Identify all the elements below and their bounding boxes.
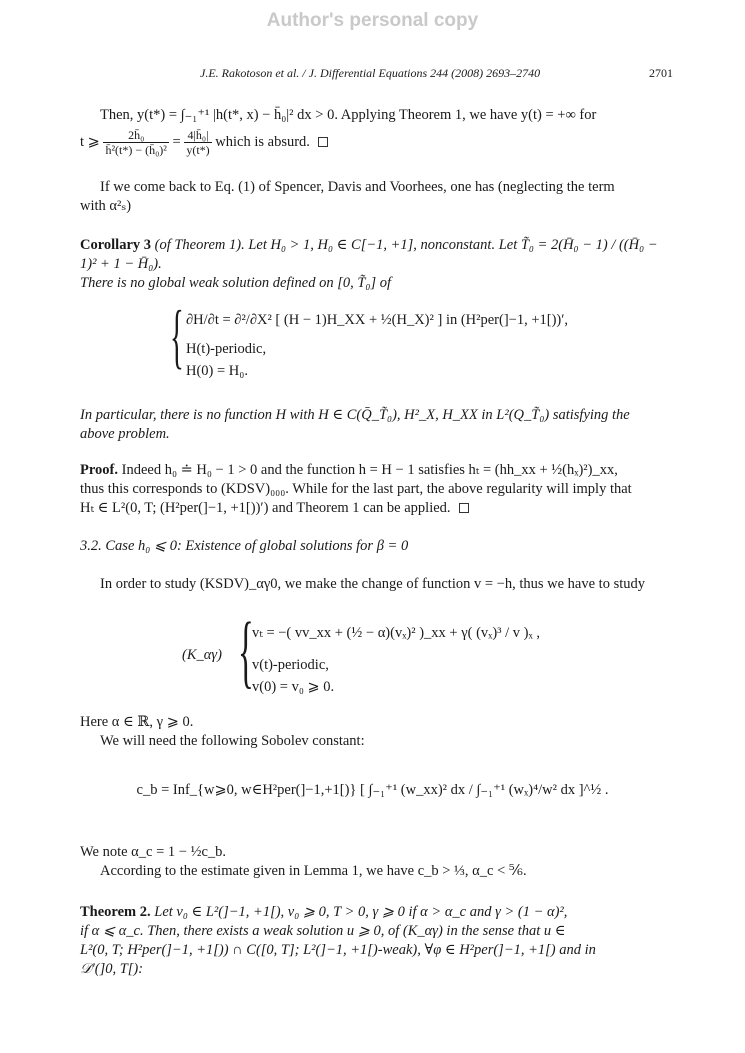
system-equation: v(0) = v₀ ⩾ 0. — [252, 679, 335, 695]
paragraph-sobolev-intro — [80, 713, 672, 751]
theorem-label: Theorem 2. — [80, 904, 151, 920]
proof-text: Indeed h₀ ≐ H₀ − 1 > 0 and the function h = H − 1 satisfies hₜ = (hh_xx + ½(hₓ)²)_xx, — [121, 462, 618, 478]
proof-line — [80, 499, 672, 518]
system-equation: H(0) = H₀. — [186, 363, 248, 379]
running-head: J.E. Rakotoson et al. / J. Differential Equations 244 (2008) 2693–2740 — [200, 66, 541, 80]
proof-text: Hₜ ∈ L²(0, T; (H²per(]−1, +1[))′) and Theorem 1 can be applied. — [80, 500, 451, 516]
equals-sign: = — [172, 133, 181, 150]
left-brace-icon: { — [170, 296, 184, 376]
paragraph-applying-theorem — [80, 106, 672, 157]
paragraph-line: We will need the following Sobolev constant: — [100, 733, 365, 749]
fraction — [184, 128, 211, 157]
paragraph-line: According to the estimate given in Lemma 1, we have c_b > ⅓, α_c < ⅚. — [100, 863, 527, 879]
corollary-label: Corollary 3 — [80, 237, 152, 253]
corollary-statement — [80, 236, 672, 274]
watermark: Author's personal copy — [266, 10, 479, 31]
proof-line — [80, 461, 672, 480]
page-number: 2701 — [649, 66, 673, 80]
paragraph-line: Then, y(t*) = ∫₋₁⁺¹ |h(t*, x) − h̄₀|² dx > 0. Applying Theorem 1, we have y(t) = +∞ for — [100, 107, 597, 123]
paragraph-line: with α²ₛ) — [80, 198, 132, 214]
corollary-3 — [80, 236, 672, 293]
fraction-numerator: 2h̄₀ — [103, 128, 168, 143]
corollary-text: above problem. — [80, 426, 170, 442]
theorem-line: 𝒟′(]0, T[): — [80, 961, 144, 977]
section-title: 3.2. Case h₀ ⩽ 0: Existence of global solutions for β = 0 — [80, 538, 409, 554]
paragraph-line: We note α_c = 1 − ½c_b. — [80, 844, 226, 860]
system-equation: H(t)-periodic, — [186, 341, 267, 357]
fraction-denominator: h̄²(t*) − (h̄₀)² — [105, 143, 167, 157]
corollary-text: (of Theorem 1). Let H₀ > 1, H₀ ∈ C[−1, +1], nonconstant. Let T̃₀ = 2(H̄₀ − 1) / ((H̄₀ − 1)² + 1 − H̄₀). — [80, 237, 658, 272]
paragraph-spencer-davis — [80, 178, 672, 216]
qed-square-icon — [318, 137, 328, 147]
system-equation: ∂H/∂t = ∂²/∂X² [ (H − 1)H_XX + ½(H_X)² ] in (H²per(]−1, +1[))′, — [186, 312, 569, 328]
theorem-line: if α ⩽ α_c. Then, there exists a weak solution u ⩾ 0, of (K_αγ) in the sense that u ∈ — [80, 923, 566, 939]
fraction-denominator: y(t*) — [186, 143, 210, 157]
paragraph-line — [80, 128, 672, 157]
theorem-line — [80, 903, 672, 922]
system-label: (K_αγ) — [182, 647, 222, 663]
system-equation: vₜ = −( vv_xx + (½ − α)(vₓ)² )_xx + γ( (vₓ)³ / v )ₓ , — [252, 625, 540, 641]
paragraph-text: which is absurd. — [215, 133, 310, 150]
paragraph-alpha-c — [80, 843, 672, 881]
proof-label: Proof. — [80, 462, 118, 478]
left-brace-icon: { — [238, 605, 254, 696]
theorem-text: Let v₀ ∈ L²(]−1, +1[), v₀ ⩾ 0, T > 0, γ ⩾ 0 if α > α_c and γ > (1 − α)², — [154, 904, 568, 920]
proof-line: thus this corresponds to (KDSV)₀₀₀. While for the last part, the above regularity will imply that — [80, 481, 632, 497]
paragraph-line: In order to study (KSDV)_αγ0, we make the change of function v = −h, thus we have to study — [100, 576, 645, 592]
corollary-text: In particular, there is no function H with H ∈ C(Q̄_T̃₀), H²_X, H_XX in L²(Q_T̃₀) satisfying the — [80, 407, 630, 423]
fraction-numerator: 4|h̄₀| — [184, 128, 211, 143]
corollary-text: There is no global weak solution defined on [0, T̃₀] of — [80, 275, 392, 291]
paragraph-line: Here α ∈ ℝ, γ ⩾ 0. — [80, 714, 194, 730]
inline-math: t ⩾ — [80, 133, 100, 150]
system-equation: v(t)-periodic, — [252, 657, 329, 673]
qed-square-icon — [459, 503, 469, 513]
corollary-remark — [80, 406, 672, 444]
paragraph-line: If we come back to Eq. (1) of Spencer, Davis and Voorhees, one has (neglecting the term — [100, 179, 615, 195]
proof — [80, 461, 672, 518]
paragraph-change-of-function — [80, 575, 672, 594]
theorem-line: L²(0, T; H²per(]−1, +1[)) ∩ C([0, T]; L²(]−1, +1[)-weak), ∀φ ∈ H²per(]−1, +1[) and in — [80, 942, 596, 958]
fraction — [103, 128, 168, 157]
sobolev-constant-equation: c_b = Inf_{w⩾0, w∈H²per(]−1,+1[)} [ ∫₋₁⁺¹ (w_xx)² dx / ∫₋₁⁺¹ (wₓ)⁴/w² dx ]^½ . — [136, 782, 609, 798]
theorem-2 — [80, 903, 672, 979]
